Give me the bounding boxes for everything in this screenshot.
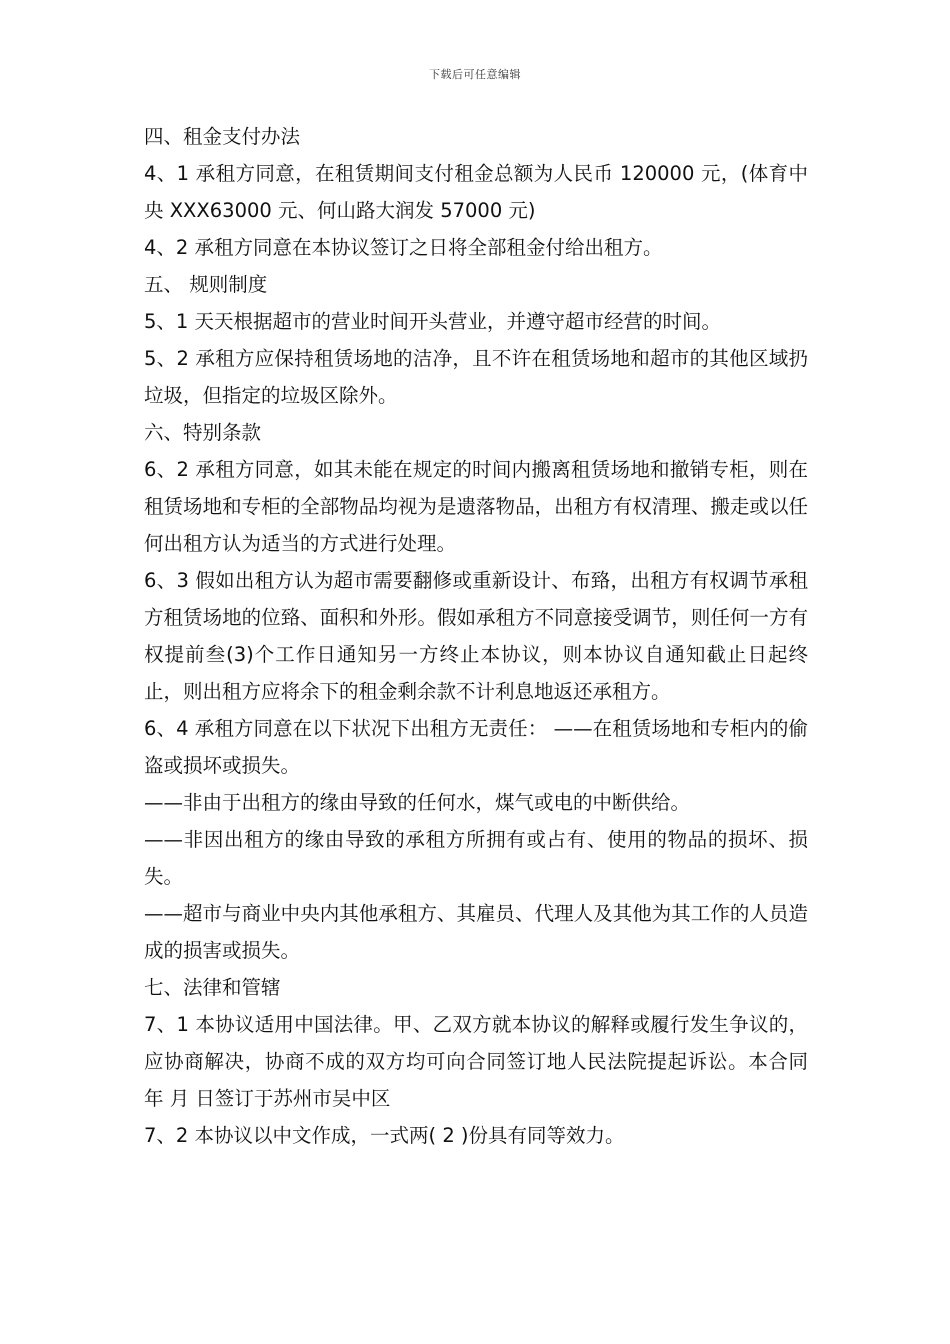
section-heading-rent-payment: 四、租金支付办法 <box>144 125 301 148</box>
clause-4-1: 4、1 承租方同意，在租赁期间支付租金总额为人民币 120000 元，(体育中央 XXX63000 元、何山路大润发 57000 元) <box>144 162 808 222</box>
page-header: 下载后可任意编辑 <box>429 68 521 81</box>
clause-6-4: 6、4 承租方同意在以下状况下出租方无责任： ——在租赁场地和专柜内的偷盗或损坏或损失。 <box>144 717 808 777</box>
section-heading-law: 七、法律和管辖 <box>144 976 281 999</box>
clause-7-1: 7、1 本协议适用中国法律。甲、乙双方就本协议的解释或履行发生争议的，应协商解决，协商不成的双方均可向合同签订地人民法院提起诉讼。本合同 年 月 日签订于苏州市吴中区 <box>144 1013 815 1110</box>
clause-5-1: 5、1 天天根据超市的营业时间开头营业，并遵守超市经营的时间。 <box>144 310 722 333</box>
clause-6-2: 6、2 承租方同意，如其未能在规定的时间内搬离租赁场地和撤销专柜，则在租赁场地和专柜的全部物品均视为是遗落物品，出租方有权清理、搬走或以任何出租方认为适当的方式进行处理。 <box>144 458 808 555</box>
clause-4-2: 4、2 承租方同意在本协议签订之日将全部租金付给出租方。 <box>144 236 663 259</box>
document-body <box>144 118 815 1154</box>
section-heading-special-terms: 六、特别条款 <box>144 421 262 444</box>
clause-5-2: 5、2 承租方应保持租赁场地的洁净，且不许在租赁场地和超市的其他区域扔垃圾，但指定的垃圾区除外。 <box>144 347 808 407</box>
clause-6-3: 6、3 假如出租方认为超市需要翻修或重新设计、布臵，出租方有权调节承租方租赁场地的位臵、面积和外形。假如承租方不同意接受调节，则任何一方有权提前叁(3)个工作日通知另一方终止本协议，则本协议自通知截止日起终止，则出租方应将余下的租金剩余款不计利息地返还承租方。 <box>144 569 808 703</box>
section-heading-rules: 五、 规则制度 <box>144 273 268 296</box>
clause-6-4-item-utilities: ——非由于出租方的缘由导致的任何水，煤气或电的中断供给。 <box>144 791 691 814</box>
clause-6-4-item-property: ——非因出租方的缘由导致的承租方所拥有或占有、使用的物品的损坏、损失。 <box>144 828 808 888</box>
clause-6-4-item-third-party: ——超市与商业中央内其他承租方、其雇员、代理人及其他为其工作的人员造成的损害或损失。 <box>144 902 808 962</box>
clause-7-2: 7、2 本协议以中文作成，一式两( 2 )份具有同等效力。 <box>144 1124 625 1147</box>
